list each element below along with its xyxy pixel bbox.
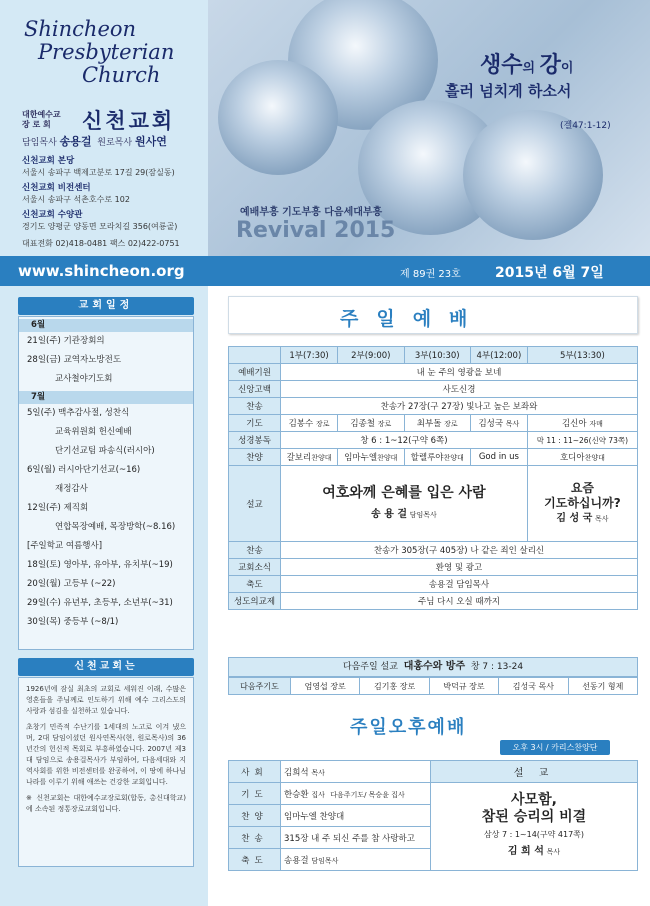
list-item: 29일(수) 유년부, 초등부, 소년부(~31) bbox=[27, 598, 173, 608]
month-label: 7월 bbox=[19, 391, 193, 404]
table-row bbox=[229, 559, 638, 576]
table-header bbox=[229, 347, 281, 364]
main-worship-title: 주일예배 bbox=[340, 308, 486, 330]
afternoon-time: 오후 3시 / 카리스찬양단 bbox=[500, 740, 610, 755]
row-label: 찬송 bbox=[229, 827, 281, 849]
list-item: 교사철야기도회 bbox=[55, 374, 113, 384]
table-cell: 선동기 형제 bbox=[568, 678, 637, 695]
row-label: 성도의교제 bbox=[229, 593, 281, 610]
row-label: 축도 bbox=[229, 849, 281, 871]
table-cell: 김성국 목사 bbox=[470, 415, 527, 432]
table-cell: 주님 다시 오실 때까지 bbox=[281, 593, 638, 610]
table-cell: 박덕규 장로 bbox=[429, 678, 498, 695]
sermon-cell: 요즘 기도하십니까? 김 성 국 목사 bbox=[527, 466, 637, 542]
church-script-logo: Shincheon Presbyterian Church bbox=[24, 17, 175, 87]
table-cell: 엄영섭 장로 bbox=[291, 678, 360, 695]
table-cell: 김성국 목사 bbox=[499, 678, 568, 695]
row-label: 성경봉독 bbox=[229, 432, 281, 449]
table-cell: 내 눈 주의 영광을 보네 bbox=[281, 364, 638, 381]
month-label: 6월 bbox=[19, 319, 193, 332]
list-item: 단기선교팀 파송식(러시아) bbox=[55, 446, 155, 456]
table-cell: 막 11 : 11~26(신약 73쪽) bbox=[527, 432, 637, 449]
table-cell: 315장 내 주 되신 주를 참 사랑하고 bbox=[281, 827, 431, 849]
table-row bbox=[229, 542, 638, 559]
revival-title: Revival 2015 bbox=[236, 218, 396, 243]
table-row bbox=[229, 347, 638, 364]
table-cell: 김신아 자매 bbox=[527, 415, 637, 432]
table-cell: 환영 및 광고 bbox=[281, 559, 638, 576]
table-row bbox=[229, 783, 638, 805]
sermon-preacher: 송 용 걸 담임목사 bbox=[371, 508, 437, 520]
row-label: 축도 bbox=[229, 576, 281, 593]
table-row bbox=[229, 449, 638, 466]
list-item: 20일(월) 고등부 (~22) bbox=[27, 579, 116, 589]
table-header: 2부(9:00) bbox=[338, 347, 404, 364]
row-label: 예배기원 bbox=[229, 364, 281, 381]
table-cell: 한승환 집사 다음주기도/ 목승윤 집사 bbox=[281, 783, 431, 805]
phone-numbers: 대표전화 02)418-0481 팩스 02)422-0751 bbox=[22, 239, 180, 248]
table-cell: 김기홍 장로 bbox=[360, 678, 429, 695]
table-cell: 할렐루야찬양대 bbox=[404, 449, 470, 466]
main-worship-table bbox=[228, 346, 638, 610]
table-row bbox=[229, 761, 638, 783]
list-item: 교육위원회 헌신예배 bbox=[55, 427, 132, 437]
addresses: 신천교회 본당 서울시 송파구 백제고분로 17길 29(잠실동) 신천교회 비전센터 서울시 송파구 석촌호수로 102 신천교회 수양관 경기도 양평군 양동면 모라치길 356(여룡골) bbox=[22, 156, 178, 231]
row-label: 기도 bbox=[229, 415, 281, 432]
list-item: [주일학교 여름행사] bbox=[27, 541, 103, 551]
table-cell: 호디아찬양대 bbox=[527, 449, 637, 466]
table-cell: God in us bbox=[470, 449, 527, 466]
table-row bbox=[229, 576, 638, 593]
afternoon-table bbox=[228, 760, 638, 871]
bulletin-date: 2015년 6월 7일 bbox=[495, 265, 604, 281]
table-cell: 찬송가 305장(구 405장) 나 같은 죄인 살리신 bbox=[281, 542, 638, 559]
row-label: 찬양 bbox=[229, 449, 281, 466]
table-row bbox=[229, 381, 638, 398]
theme-title: 생수의 강이 bbox=[480, 53, 574, 78]
table-row bbox=[229, 432, 638, 449]
table-header: 5부(13:30) bbox=[527, 347, 637, 364]
table-cell: 찬송가 27장(구 27장) 빛나고 높은 보좌와 bbox=[281, 398, 638, 415]
row-label: 찬양 bbox=[229, 805, 281, 827]
list-item: 5일(주) 맥추감사절, 성찬식 bbox=[27, 408, 130, 418]
schedule-heading: 교회일정 bbox=[18, 297, 194, 315]
table-cell: 송용걸 담임목사 bbox=[281, 849, 431, 871]
table-header: 1부(7:30) bbox=[281, 347, 338, 364]
row-label: 신앙고백 bbox=[229, 381, 281, 398]
table-row bbox=[229, 398, 638, 415]
theme-reference: (겔47:1-12) bbox=[560, 121, 611, 131]
schedule-list bbox=[18, 316, 194, 650]
list-item: 12일(주) 제직회 bbox=[27, 503, 89, 513]
afternoon-worship-title: 주일오후예배 bbox=[350, 717, 467, 738]
table-header: 3부(10:30) bbox=[404, 347, 470, 364]
sermon-cell bbox=[281, 466, 528, 542]
table-cell: 김종철 장로 bbox=[338, 415, 404, 432]
table-cell: 사도신경 bbox=[281, 381, 638, 398]
sermon-header: 설 교 bbox=[431, 761, 638, 783]
sermon-cell: 사모함, 참된 승리의 비결 삼상 7 : 1~14(구약 417쪽) 김 희 석 목사 bbox=[431, 783, 638, 871]
row-label: 찬송 bbox=[229, 542, 281, 559]
list-item: 연합목장예배, 목장방학(~8.16) bbox=[55, 522, 176, 532]
theme-subtitle: 흘러 넘치게 하소서 bbox=[445, 82, 572, 100]
table-row bbox=[229, 415, 638, 432]
website-link[interactable]: www.shincheon.org bbox=[18, 262, 185, 280]
table-row bbox=[229, 678, 638, 695]
issue-number: 제 89권 23호 bbox=[400, 269, 461, 280]
list-item: 재정감사 bbox=[55, 484, 88, 494]
table-row bbox=[229, 364, 638, 381]
row-label: 사회 bbox=[229, 761, 281, 783]
row-label: 기도 bbox=[229, 783, 281, 805]
rose-image bbox=[218, 60, 338, 175]
table-row bbox=[229, 593, 638, 610]
table-cell: 김봉수 장로 bbox=[281, 415, 338, 432]
church-name: 신천교회 bbox=[82, 109, 176, 133]
revival-tagline: 예배부흥 기도부흥 다음세대부흥 bbox=[240, 207, 383, 218]
table-cell: 임마누엘찬양대 bbox=[338, 449, 404, 466]
list-item: 6일(월) 러시아단기선교(~16) bbox=[27, 465, 141, 475]
table-header: 4부(12:00) bbox=[470, 347, 527, 364]
table-cell: 송용걸 담임목사 bbox=[281, 576, 638, 593]
next-prayer-table bbox=[228, 677, 638, 695]
denomination: 대한예수교 장 로 회 bbox=[22, 110, 61, 129]
table-cell: 김희석 목사 bbox=[281, 761, 431, 783]
table-cell: 갈보리찬양대 bbox=[281, 449, 338, 466]
list-item: 28일(금) 교역자노방전도 bbox=[27, 355, 122, 365]
row-label: 교회소식 bbox=[229, 559, 281, 576]
sermon-title: 여호와께 은혜를 입은 사람 bbox=[322, 484, 486, 501]
list-item: 18일(토) 영아부, 유아부, 유치부(~19) bbox=[27, 560, 173, 570]
list-item: 21일(주) 기관장회의 bbox=[27, 336, 105, 346]
table-row bbox=[229, 466, 638, 542]
row-label: 찬송 bbox=[229, 398, 281, 415]
row-label: 설교 bbox=[229, 466, 281, 542]
pastors: 담임목사 송용걸 원로목사 원사연 bbox=[22, 135, 167, 148]
table-cell: 최부돌 장로 bbox=[404, 415, 470, 432]
list-item: 30일(목) 중등부 (~8/1) bbox=[27, 617, 119, 627]
next-sermon: 다음주일 설교 대홍수와 방주 창 7 : 13-24 bbox=[228, 657, 638, 677]
table-cell: 임마누엘 찬양대 bbox=[281, 805, 431, 827]
about-text: 1926년에 잠실 최초의 교회로 세워진 이래, 수많은 영혼들을 주님께로 인도하기 위해 예수 그리스도의 사랑과 섬김을 실천하고 있습니다. 초창기 민족적 수난기를 1세대의 노고로 이겨 냈으며, 2대 담임이셨던 원사연목사(현, 원로목사)의 36년간의 헌신적 목회로 부흥하였습니다. 2007년 제3대 담임으로 송용걸목사가 부임하여, 다음세대와 지역사회를 위한 비전센터를 완공하여, 이 땅에 하나님 나라를 이루기 위해 애쓰는 건강한 교회입니다. ※ 신천교회는 대한예수교장로회(합동, 총신대학교)에 소속된 정통장로교회입니다. bbox=[18, 677, 194, 867]
row-label: 다음주기도 bbox=[229, 678, 291, 695]
about-heading: 신천교회는 bbox=[18, 658, 194, 676]
table-cell: 창 6 : 1~12(구약 6쪽) bbox=[281, 432, 528, 449]
